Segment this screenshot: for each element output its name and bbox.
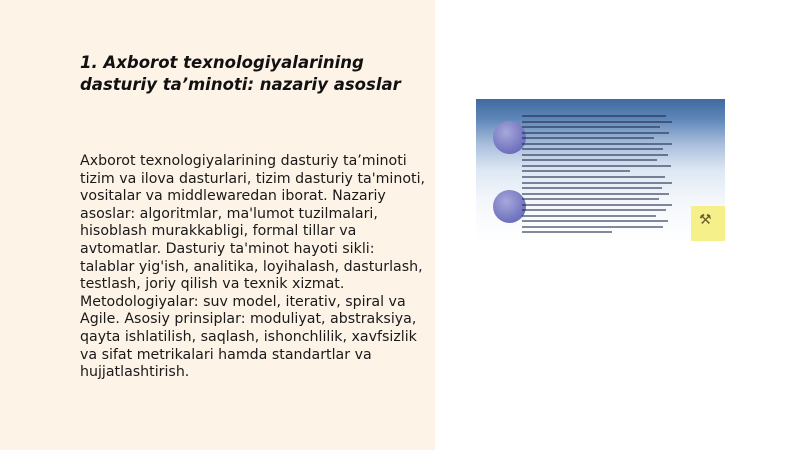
highlight-box — [691, 206, 725, 241]
slide-title: 1. Axborot texnologiyalarining dasturiy ta’minoti: nazariy asoslar — [80, 53, 401, 94]
slide-thumbnail-image — [476, 99, 725, 241]
slide-body-text: Axborot texnologiyalarining dasturiy ta’minoti tizim va ilova dasturlari, tizim dasturiy ta'minoti, vositalar va middlewaredan iborat. Nazariy asoslar: algoritmlar, ma'lumot tuzilmalari, hisoblash murakkabligi, formal tillar va avtomatlar. Dasturiy ta'minot hayoti sikli: talablar yig'ish, analitika, loyihalash, dasturlash, testlash, joriy qilish va texnik xizmat. Metodologiyalar: suv model, iterativ, spiral va Agile. Asosiy prinsiplar: moduliyat, abstraksiya, qayta ishlatilish, saqlash, ishonchlilik, xavfsizlik va sifat metrikalari hamda standartlar va hujjatlashtirish. — [80, 153, 426, 381]
thumbnail-text-block — [522, 176, 672, 237]
thumbnail-text-block — [522, 115, 672, 176]
person-at-easel-icon: ⚒ — [699, 212, 712, 228]
